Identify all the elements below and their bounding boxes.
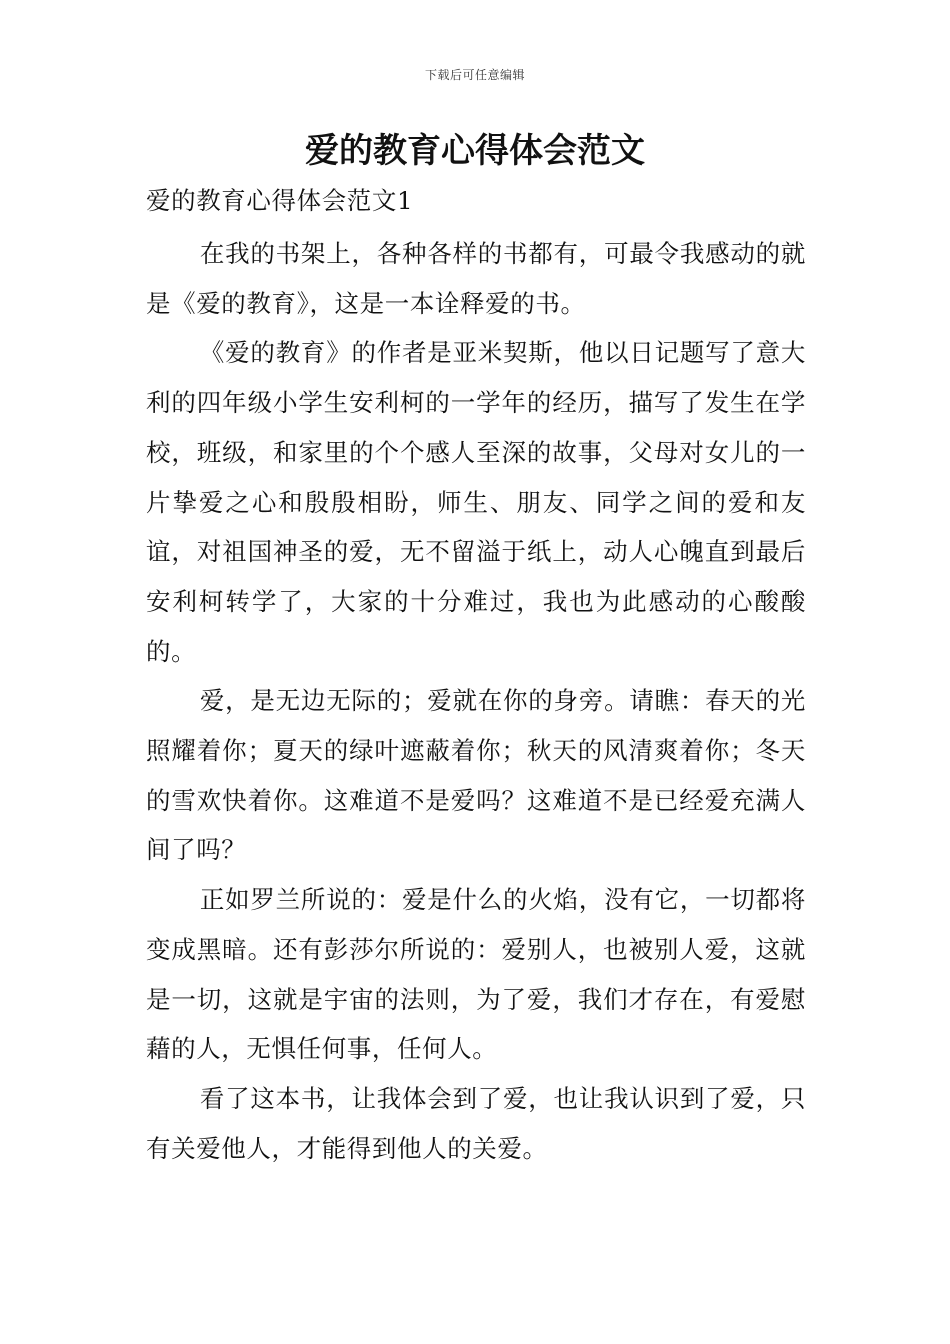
paragraph: 爱，是无边无际的；爱就在你的身旁。请瞧：春天的光照耀着你；夏天的绿叶遮蔽着你；秋天的风清爽着你；冬天的雪欢快着你。这难道不是爱吗？这难道不是已经爱充满人间了吗？	[146, 686, 806, 865]
section-subtitle: 爱的教育心得体会范文1	[146, 186, 414, 215]
paragraph: 在我的书架上，各种各样的书都有，可最令我感动的就是《爱的教育》，这是一本诠释爱的书。	[146, 239, 806, 318]
paragraph: 《爱的教育》的作者是亚米契斯，他以日记题写了意大利的四年级小学生安利柯的一学年的经历，描写了发生在学校，班级，和家里的个个感人至深的故事，父母对女儿的一片挚爱之心和殷殷相盼，师生、朋友、同学之间的爱和友谊，对祖国神圣的爱，无不留溢于纸上，动人心魄直到最后安利柯转学了，大家的十分难过，我也为此感动的心酸酸的。	[146, 338, 806, 666]
header-note: 下载后可任意编辑	[424, 68, 525, 82]
paragraph: 正如罗兰所说的：爱是什么的火焰，没有它，一切都将变成黑暗。还有彭莎尔所说的：爱别人，也被别人爱，这就是一切，这就是宇宙的法则，为了爱，我们才存在，有爱慰藉的人，无惧任何事，任何人。	[146, 885, 806, 1064]
document-body	[146, 181, 806, 1173]
document-title: 爱的教育心得体会范文	[305, 131, 645, 171]
paragraph: 看了这本书，让我体会到了爱，也让我认识到了爱，只有关爱他人，才能得到他人的关爱。	[146, 1083, 806, 1163]
